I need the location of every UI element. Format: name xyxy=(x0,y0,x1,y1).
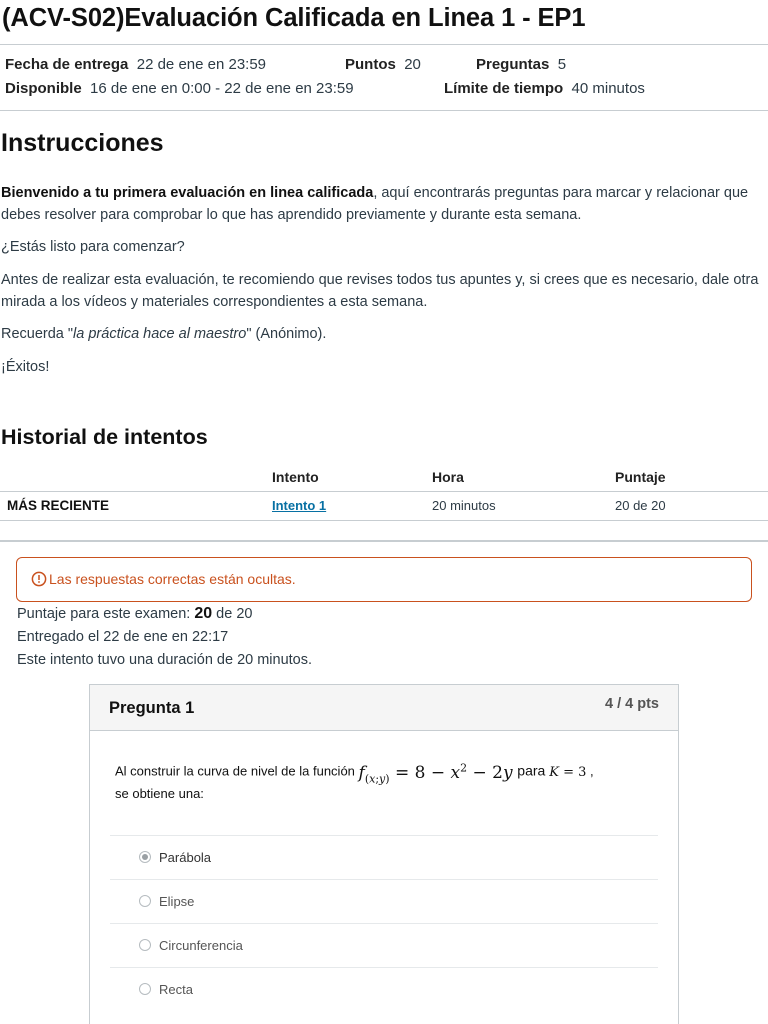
radio-button[interactable] xyxy=(139,939,151,951)
question-card xyxy=(89,684,679,1024)
answer-label: Parábola xyxy=(159,850,212,865)
attempt-score: 20 de 20 xyxy=(615,498,666,513)
divider xyxy=(0,110,768,111)
attempt-history-heading: Historial de intentos xyxy=(1,425,208,449)
radio-button-selected[interactable] xyxy=(139,851,151,863)
answer-label: Recta xyxy=(159,982,193,997)
quiz-meta-row-2 xyxy=(5,80,765,100)
answer-option[interactable] xyxy=(110,923,658,967)
attempt-time: 20 minutos xyxy=(432,498,496,513)
submitted-date: Entregado el 22 de ene en 22:17 xyxy=(17,629,229,645)
question-text-line: se obtiene una: xyxy=(115,786,204,801)
function-formula: $f_{(x;y)} = 8 - x^2 - 2y$ xyxy=(358,761,513,786)
instructions-heading: Instrucciones xyxy=(1,129,164,157)
alert-text: Las respuestas correctas están ocultas. xyxy=(49,571,296,587)
page-title: (ACV-S02)Evaluación Calificada en Linea 1 - EP1 xyxy=(2,4,586,32)
constant-formula: K = 3 xyxy=(549,764,587,780)
answer-label: Circunferencia xyxy=(159,938,243,953)
instructions-paragraph: Antes de realizar esta evaluación, te recomiendo que revises todos tus apuntes y, si crees que es necesario, dale otra mirada a los vídeos y materiales correspondientes a esta semana. xyxy=(1,272,759,310)
divider xyxy=(0,44,768,45)
attempt-duration: Este intento tuvo una duración de 20 minutos. xyxy=(17,652,313,668)
instructions-paragraph: ¡Éxitos! xyxy=(1,359,50,375)
radio-button[interactable] xyxy=(139,895,151,907)
questions-count: Preguntas 5 xyxy=(476,56,567,73)
column-header-attempt: Intento xyxy=(272,469,319,485)
exam-score: Puntaje para este examen: 20 de 20 xyxy=(17,605,253,622)
question-points: 4 / 4 pts xyxy=(605,696,659,712)
row-label: MÁS RECIENTE xyxy=(7,498,110,513)
warning-circle-icon xyxy=(31,571,47,587)
column-header-score: Puntaje xyxy=(615,469,666,485)
column-header-time: Hora xyxy=(432,469,464,485)
question-title: Pregunta 1 xyxy=(109,699,195,717)
answer-label: Elipse xyxy=(159,894,195,909)
attempt-link[interactable]: Intento 1 xyxy=(272,498,327,513)
due-date: Fecha de entrega 22 de ene en 23:59 xyxy=(5,56,267,73)
question-text-line: Al construir la curva de nivel de la función $f_{(x;y)} = 8 - x^2 - 2y$ para K = 3 , xyxy=(115,761,594,786)
instructions-paragraph: Recuerda "la práctica hace al maestro" (Anónimo). xyxy=(1,326,327,342)
answer-option[interactable] xyxy=(110,835,658,879)
answer-option[interactable] xyxy=(110,967,658,1011)
quiz-meta-row-1 xyxy=(5,56,765,76)
availability: Disponible 16 de ene en 0:00 - 22 de ene en 23:59 xyxy=(5,80,354,97)
answers-hidden-alert xyxy=(16,557,752,602)
divider xyxy=(0,540,768,542)
time-limit: Límite de tiempo 40 minutos xyxy=(444,80,645,97)
table-header-row xyxy=(0,462,768,492)
answer-option[interactable] xyxy=(110,879,658,923)
instructions-paragraph: Bienvenido a tu primera evaluación en linea calificada, aquí encontrarás preguntas para marcar y relacionar que debes resolver para comprobar lo que has aprendido previamente y durante esta semana. xyxy=(1,185,749,223)
question-header xyxy=(90,685,678,731)
table-row xyxy=(0,492,768,521)
instructions-paragraph: ¿Estás listo para comenzar? xyxy=(1,239,185,255)
radio-button[interactable] xyxy=(139,983,151,995)
points: Puntos 20 xyxy=(345,56,421,73)
